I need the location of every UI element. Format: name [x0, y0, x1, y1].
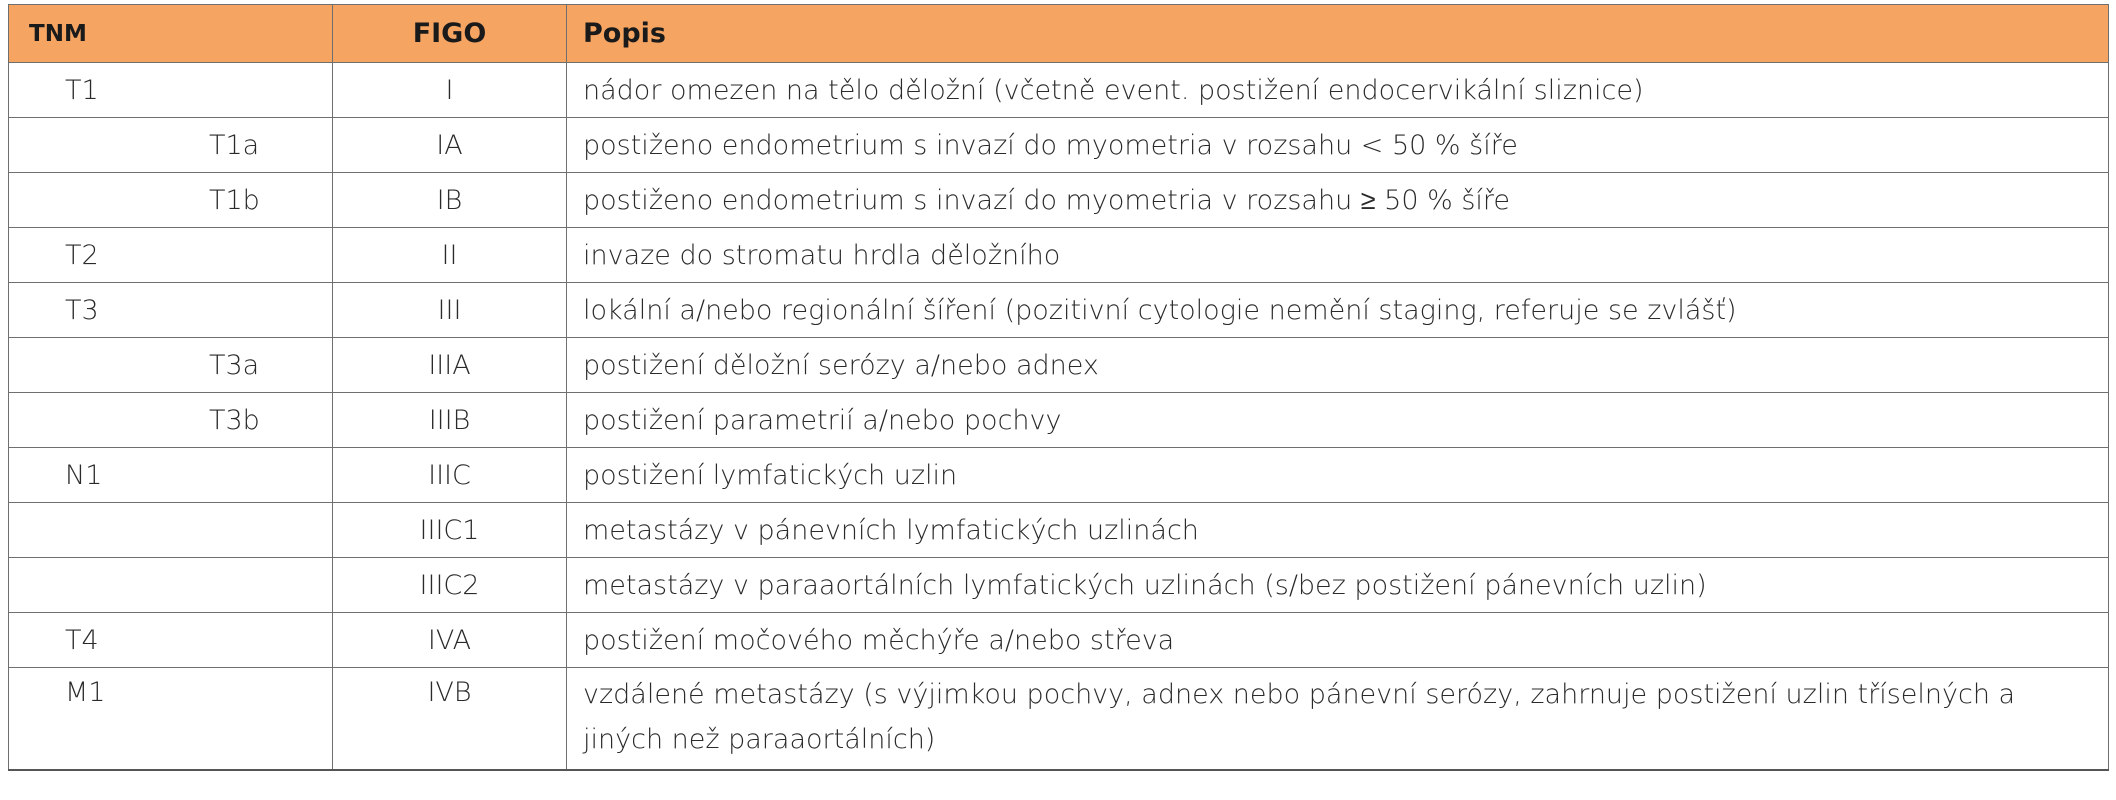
header-row	[9, 5, 2109, 63]
popis-cell: postižení děložní serózy a/nebo adnex	[567, 338, 2109, 393]
popis-cell: metastázy v pánevních lymfatických uzlinách	[567, 503, 2109, 558]
popis-cell: invaze do stromatu hrdla děložního	[567, 228, 2109, 283]
tnm-cell: T4	[9, 613, 333, 668]
table-row	[9, 558, 2109, 613]
figo-cell: I	[333, 63, 567, 118]
header-popis: Popis	[567, 5, 2109, 63]
tnm-cell: M1	[9, 668, 333, 770]
table-row	[9, 448, 2109, 503]
popis-cell: nádor omezen na tělo děložní (včetně event. postižení endocervikální sliznice)	[567, 63, 2109, 118]
table-row	[9, 118, 2109, 173]
staging-table	[8, 4, 2109, 771]
tnm-cell	[9, 558, 333, 613]
figo-cell: IB	[333, 173, 567, 228]
figo-cell: IIIB	[333, 393, 567, 448]
table-row	[9, 613, 2109, 668]
table-header	[9, 5, 2109, 63]
figo-cell: II	[333, 228, 567, 283]
figo-cell: IVB	[333, 668, 567, 770]
tnm-cell: T3b	[9, 393, 333, 448]
popis-cell: postižení lymfatických uzlin	[567, 448, 2109, 503]
figo-cell: IIIC	[333, 448, 567, 503]
table-row	[9, 503, 2109, 558]
tnm-cell: N1	[9, 448, 333, 503]
popis-cell: metastázy v paraaortálních lymfatických uzlinách (s/bez postižení pánevních uzlin)	[567, 558, 2109, 613]
figo-cell: IIIC2	[333, 558, 567, 613]
tnm-cell: T2	[9, 228, 333, 283]
figo-cell: IIIA	[333, 338, 567, 393]
tnm-cell: T3	[9, 283, 333, 338]
table-row	[9, 338, 2109, 393]
table-row	[9, 668, 2109, 770]
figo-cell: IIIC1	[333, 503, 567, 558]
popis-cell: vzdálené metastázy (s výjimkou pochvy, adnex nebo pánevní serózy, zahrnuje postižení uzlin tříselných a jiných než paraaortálních)	[567, 668, 2109, 770]
figo-cell: IVA	[333, 613, 567, 668]
table-row	[9, 63, 2109, 118]
tnm-cell: T1b	[9, 173, 333, 228]
table-row	[9, 228, 2109, 283]
figo-cell: III	[333, 283, 567, 338]
table-body	[9, 63, 2109, 770]
popis-cell: lokální a/nebo regionální šíření (pozitivní cytologie nemění staging, referuje se zvlášť)	[567, 283, 2109, 338]
tnm-cell: T1a	[9, 118, 333, 173]
tnm-cell: T1	[9, 63, 333, 118]
table-row	[9, 173, 2109, 228]
header-figo: FIGO	[333, 5, 567, 63]
popis-cell: postiženo endometrium s invazí do myometria v rozsahu < 50 % šíře	[567, 118, 2109, 173]
popis-cell: postižení parametrií a/nebo pochvy	[567, 393, 2109, 448]
header-tnm: TNM	[9, 5, 333, 63]
figo-cell: IA	[333, 118, 567, 173]
popis-cell: postižení močového měchýře a/nebo střeva	[567, 613, 2109, 668]
table-row	[9, 393, 2109, 448]
tnm-cell: T3a	[9, 338, 333, 393]
popis-cell: postiženo endometrium s invazí do myometria v rozsahu ≥ 50 % šíře	[567, 173, 2109, 228]
table-row	[9, 283, 2109, 338]
tnm-cell	[9, 503, 333, 558]
